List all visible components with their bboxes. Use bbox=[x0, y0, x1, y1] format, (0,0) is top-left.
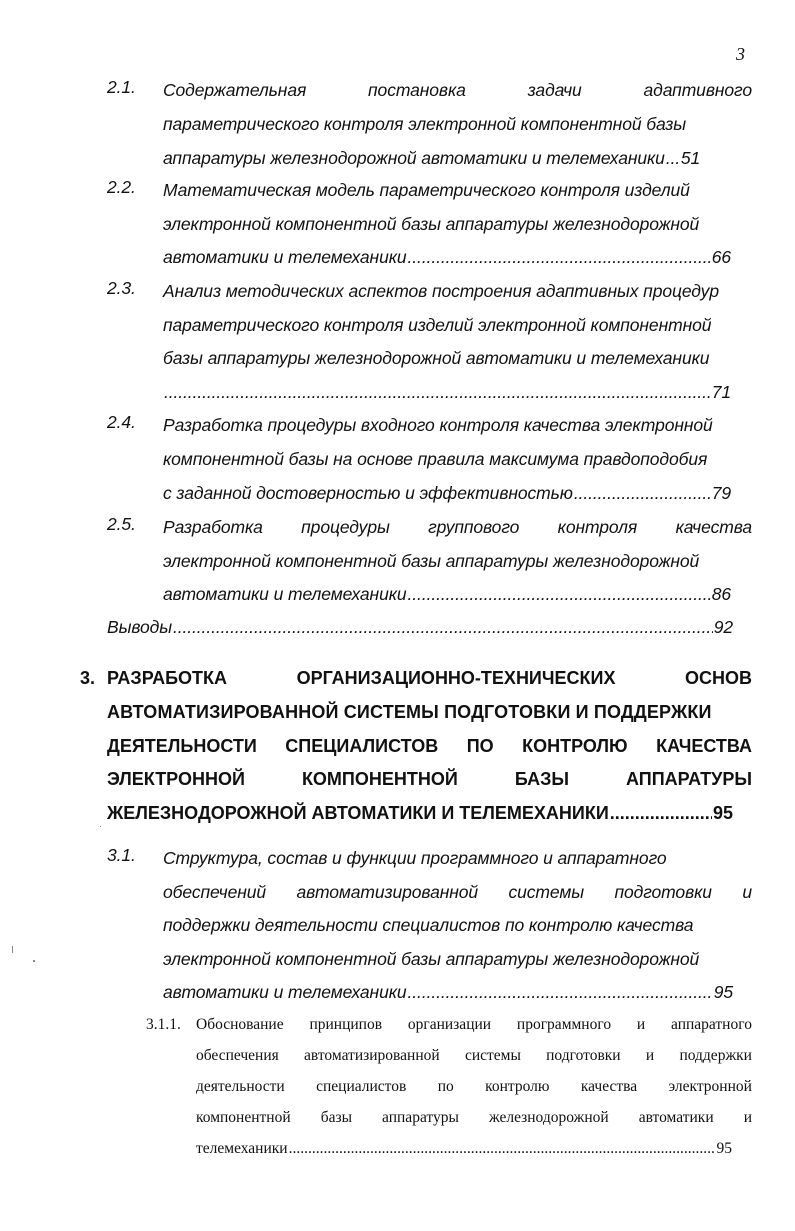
entry-number: 2.2. bbox=[107, 177, 136, 197]
scan-speck bbox=[100, 826, 101, 827]
entry-text: автоматики и телемеханики bbox=[163, 982, 407, 1002]
entry-line: параметрического контроля электронной компонентной базы bbox=[163, 114, 687, 134]
word: качества bbox=[580, 1078, 638, 1095]
entry-text: автоматики и телемеханики bbox=[163, 247, 407, 267]
dot-leader bbox=[408, 581, 711, 607]
entry-page: 71 bbox=[711, 382, 731, 402]
word: системы bbox=[464, 1047, 521, 1064]
word: КОНТРОЛЮ bbox=[522, 736, 628, 756]
entry-line bbox=[163, 77, 752, 103]
word: Содержательная bbox=[163, 80, 307, 100]
entry-line: Математическая модель параметрического контроля изделий bbox=[163, 180, 690, 200]
word: организации bbox=[407, 1016, 492, 1033]
entry-line-with-leader bbox=[196, 1137, 732, 1161]
word: аппаратного bbox=[671, 1016, 752, 1033]
word: группового bbox=[428, 517, 520, 537]
entry-line-with-leader bbox=[163, 480, 731, 506]
entry-line bbox=[196, 1044, 752, 1068]
word: КАЧЕСТВА bbox=[656, 736, 752, 756]
word: аппаратуры bbox=[382, 1109, 459, 1126]
word: электронной bbox=[668, 1078, 752, 1095]
word: по bbox=[437, 1078, 454, 1095]
entry-line bbox=[163, 879, 752, 905]
word: задачи bbox=[527, 80, 582, 100]
entry-line bbox=[196, 1013, 752, 1037]
word: ОСНОВ bbox=[684, 668, 752, 688]
word: и bbox=[742, 882, 752, 902]
word: БАЗЫ bbox=[514, 769, 569, 789]
entry-line-with-leader bbox=[107, 614, 733, 640]
entry-line: электронной компонентной базы аппаратуры железнодорожной bbox=[163, 214, 700, 234]
dot-leader bbox=[164, 379, 711, 405]
chapter-line-with-leader bbox=[107, 800, 733, 826]
entry-text: телемеханики bbox=[196, 1140, 288, 1157]
entry-number: 3.1.1. bbox=[146, 1016, 181, 1033]
word: базы bbox=[320, 1109, 352, 1126]
dot-leader bbox=[173, 614, 713, 640]
word: ЭЛЕКТРОННОЙ bbox=[107, 769, 245, 789]
word: КОМПОНЕНТНОЙ bbox=[301, 769, 458, 789]
entry-line: параметрического контроля изделий электронной компонентной bbox=[163, 315, 712, 335]
word: обеспечения bbox=[196, 1047, 279, 1064]
word: специалистов bbox=[316, 1078, 407, 1095]
word: системы bbox=[508, 882, 585, 902]
entry-line-with-leader bbox=[163, 145, 729, 171]
dot-leader bbox=[289, 1137, 716, 1161]
entry-line: электронной компонентной базы аппаратуры железнодорожной bbox=[163, 551, 700, 571]
entry-page: 79 bbox=[711, 483, 731, 503]
entry-line-with-leader bbox=[163, 244, 731, 270]
word: автоматизированной bbox=[304, 1047, 440, 1064]
word: компонентной bbox=[196, 1109, 291, 1126]
entry-line: базы аппаратуры железнодорожной автоматики и телемеханики bbox=[163, 348, 710, 368]
entry-number: 2.5. bbox=[107, 514, 136, 534]
chapter-number: 3. bbox=[80, 668, 96, 688]
word: РАЗРАБОТКА bbox=[107, 668, 228, 688]
entry-line-with-leader bbox=[163, 979, 733, 1005]
entry-text: с заданной достоверностью и эффективностью bbox=[163, 483, 573, 503]
entry-line: Структура, состав и функции программного и аппаратного bbox=[163, 848, 667, 868]
dot-leader bbox=[666, 145, 680, 171]
entry-text: Выводы bbox=[107, 617, 172, 637]
word: ОРГАНИЗАЦИОННО-ТЕХНИЧЕСКИХ bbox=[296, 668, 616, 688]
scan-speck bbox=[33, 960, 35, 962]
word: контроля bbox=[557, 517, 638, 537]
word: железнодорожной bbox=[488, 1109, 609, 1126]
word: Разработка bbox=[163, 517, 263, 537]
chapter-page: 95 bbox=[712, 803, 733, 823]
word: качества bbox=[675, 517, 752, 537]
word: принципов bbox=[309, 1016, 383, 1033]
word: контролю bbox=[485, 1078, 550, 1095]
entry-page: 92 bbox=[713, 617, 733, 637]
entry-text: аппаратуры железнодорожной автоматики и телемеханики bbox=[163, 148, 665, 168]
chapter-text: ЖЕЛЕЗНОДОРОЖНОЙ АВТОМАТИКИ И ТЕЛЕМЕХАНИКИ bbox=[107, 803, 609, 823]
word: автоматизированной bbox=[296, 882, 479, 902]
word: и bbox=[743, 1109, 752, 1126]
entry-page: 66 bbox=[711, 247, 731, 267]
entry-page: 95 bbox=[716, 1140, 732, 1157]
entry-line bbox=[196, 1106, 752, 1130]
entry-page: 86 bbox=[711, 584, 731, 604]
word: процедуры bbox=[301, 517, 390, 537]
word: программного bbox=[516, 1016, 612, 1033]
word: и bbox=[645, 1047, 655, 1064]
entry-line: Разработка процедуры входного контроля качества электронной bbox=[163, 415, 713, 435]
entry-page: 95 bbox=[713, 982, 733, 1002]
chapter-line: АВТОМАТИЗИРОВАННОЙ СИСТЕМЫ ПОДГОТОВКИ И ПОДДЕРЖКИ bbox=[107, 702, 712, 722]
word: деятельности bbox=[196, 1078, 285, 1095]
word: подготовки bbox=[546, 1047, 621, 1064]
word: обеспечений bbox=[163, 882, 267, 902]
dot-leader bbox=[408, 244, 711, 270]
entry-number: 2.3. bbox=[107, 278, 136, 298]
scan-speck bbox=[12, 946, 13, 953]
entry-line-with-leader bbox=[163, 379, 731, 405]
entry-number: 2.1. bbox=[107, 77, 136, 97]
word: СПЕЦИАЛИСТОВ bbox=[285, 736, 439, 756]
page-number: 3 bbox=[736, 44, 745, 64]
word: поддержки bbox=[679, 1047, 752, 1064]
entry-line: электронной компонентной базы аппаратуры железнодорожной bbox=[163, 949, 700, 969]
word: адаптивного bbox=[643, 80, 752, 100]
word: ДЕЯТЕЛЬНОСТИ bbox=[107, 736, 257, 756]
entry-number: 3.1. bbox=[107, 845, 136, 865]
word: подготовки bbox=[614, 882, 712, 902]
word: ПО bbox=[466, 736, 494, 756]
entry-line bbox=[163, 514, 752, 540]
chapter-line bbox=[107, 665, 752, 691]
chapter-line bbox=[107, 733, 752, 759]
entry-line bbox=[196, 1075, 752, 1099]
entry-line-with-leader bbox=[163, 581, 731, 607]
word: и bbox=[636, 1016, 646, 1033]
entry-page: 51 bbox=[680, 148, 701, 168]
word: автоматики bbox=[638, 1109, 714, 1126]
entry-line: компонентной базы на основе правила максимума правдоподобия bbox=[163, 449, 708, 469]
dot-leader bbox=[574, 480, 711, 506]
word: Обоснование bbox=[196, 1016, 284, 1033]
entry-text: автоматики и телемеханики bbox=[163, 584, 407, 604]
word: АППАРАТУРЫ bbox=[626, 769, 752, 789]
entry-number: 2.4. bbox=[107, 412, 136, 432]
word: постановка bbox=[368, 80, 466, 100]
entry-line: поддержки деятельности специалистов по контролю качества bbox=[163, 915, 694, 935]
dot-leader bbox=[408, 979, 713, 1005]
entry-line: Анализ методических аспектов построения адаптивных процедур bbox=[163, 281, 719, 301]
chapter-line bbox=[107, 766, 752, 792]
dot-leader bbox=[610, 800, 712, 826]
